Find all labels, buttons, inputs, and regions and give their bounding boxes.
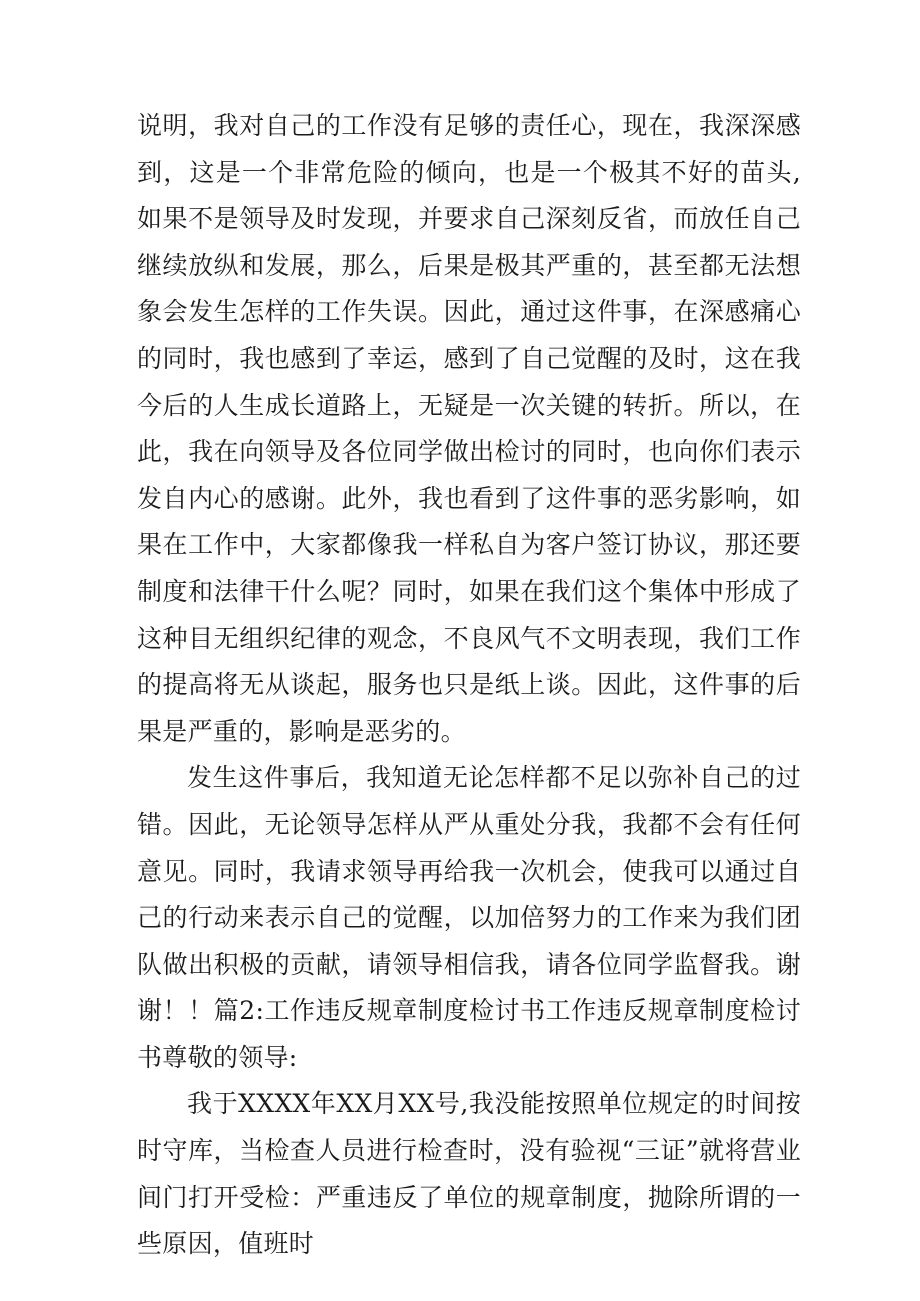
paragraph-2: 发生这件事后，我知道无论怎样都不足以弥补自己的过错。因此，无论领导怎样从严从重处分我，我都不会有任何意见。同时，我请求领导再给我一次机会，使我可以通过自己的行动来表示自己的觉醒，以加倍努力的工作来为我们团队做出积极的贡献，请领导相信我，请各位同学监督我。谢谢！！篇2:工作违反规章制度检讨书工作违反规章制度检讨书尊敬的领导: — [137, 763, 801, 1072]
document-body — [137, 103, 801, 1268]
paragraph-1: 说明，我对自己的工作没有足够的责任心，现在，我深深感到，这是一个非常危险的倾向，也是一个极其不好的苗头,如果不是领导及时发现，并要求自己深刻反省，而放任自己继续放纵和发展，那么，后果是极其严重的，甚至都无法想象会发生怎样的工作失误。因此，通过这件事，在深感痛心的同时，我也感到了幸运，感到了自己觉醒的及时，这在我今后的人生成长道路上，无疑是一次关键的转折。所以，在此，我在向领导及各位同学做出检讨的同时，也向你们表示发自内心的感谢。此外，我也看到了这件事的恶劣影响，如果在工作中，大家都像我一样私自为客户签订协议，那还要制度和法律干什么呢？同时，如果在我们这个集体中形成了这种目无组织纪律的观念，不良风气不文明表现，我们工作的提高将无从谈起，服务也只是纸上谈。因此，这件事的后果是严重的，影响是恶劣的。 — [137, 111, 801, 746]
paragraph-3: 我于XXXX年XX月XX号,我没能按照单位规定的时间按时守库，当检查人员进行检查时，没有验视“三证”就将营业间门打开受检：严重违反了单位的规章制度，抛除所谓的一些原因，值班时 — [137, 1089, 801, 1259]
